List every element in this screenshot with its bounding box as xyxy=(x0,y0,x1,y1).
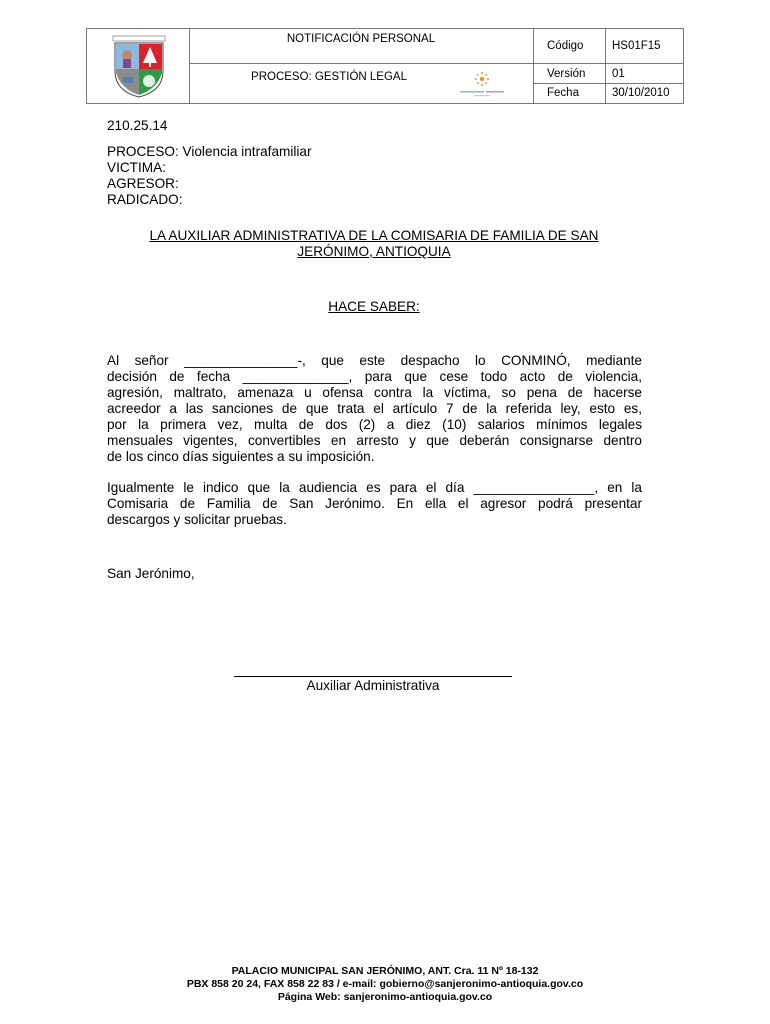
paragraph-line: acreedor a las sanciones de que trata el artículo 7 de la referida ley, esto es, xyxy=(107,401,642,416)
city-closing: San Jerónimo, xyxy=(107,566,195,581)
process-label: PROCESO: GESTIÓN LEGAL xyxy=(251,71,407,83)
signature-role: Auxiliar Administrativa xyxy=(306,678,440,693)
paragraph-line: Igualmente le indico que la audiencia es para el día ________________, en la xyxy=(107,480,642,495)
document-heading-line2: JERÓNIMO, ANTIOQUIA xyxy=(297,244,451,259)
date-value: 30/10/2010 xyxy=(612,87,670,99)
notice-heading: HACE SABER: xyxy=(328,299,420,314)
paragraph-line: por la primera vez, multa de dos (2) a diez (10) salarios mínimos legales xyxy=(107,417,642,432)
sun-emblem-icon xyxy=(457,71,507,99)
paragraph-line: Comisaria de Familia de San Jerónimo. En ella el agresor podrá presentar xyxy=(107,496,642,511)
municipal-shield-logo xyxy=(87,29,189,103)
victim-label: VICTIMA: xyxy=(107,160,166,175)
code-value: HS01F15 xyxy=(612,40,661,52)
aggressor-label: AGRESOR: xyxy=(107,176,179,191)
form-title: NOTIFICACIÓN PERSONAL xyxy=(286,33,436,45)
signature-line xyxy=(234,676,512,677)
version-label: Versión xyxy=(547,68,586,80)
reference-number: 210.25.14 xyxy=(107,118,168,133)
document-heading-line1: LA AUXILIAR ADMINISTRATIVA DE LA COMISARIA DE FAMILIA DE SAN xyxy=(149,228,599,243)
shield-icon xyxy=(103,35,173,99)
paragraph-line: Al señor _______________-, que este despacho lo CONMINÓ, mediante xyxy=(107,353,642,368)
header-table xyxy=(86,28,684,104)
paragraph-line: agresión, maltrato, amenaza u ofensa contra la víctima, so pena de hacerse xyxy=(107,385,642,400)
process-type: PROCESO: Violencia intrafamiliar xyxy=(107,144,312,159)
footer-address: PALACIO MUNICIPAL SAN JERÓNIMO, ANT. Cra. 11 Nº 18-132 xyxy=(231,965,539,977)
paragraph-line: descargos y solicitar pruebas. xyxy=(107,512,287,527)
filing-label: RADICADO: xyxy=(107,192,183,207)
sun-logo xyxy=(457,71,507,104)
footer-contact: PBX 858 20 24, FAX 858 22 83 / e-mail: gobierno@sanjeronimo-antioquia.gov.co xyxy=(186,978,584,990)
paragraph-line: de los cinco días siguientes a su imposición. xyxy=(107,449,375,464)
footer-website: Página Web: sanjeronimo-antioquia.gov.co xyxy=(277,991,493,1003)
paragraph-line: decisión de fecha ______________, para que cese todo acto de violencia, xyxy=(107,369,642,384)
date-label: Fecha xyxy=(547,87,579,99)
version-value: 01 xyxy=(612,68,625,80)
paragraph-line: mensuales vigentes, convertibles en arresto y que deberán consignarse dentro xyxy=(107,433,642,448)
code-label: Código xyxy=(547,40,584,52)
